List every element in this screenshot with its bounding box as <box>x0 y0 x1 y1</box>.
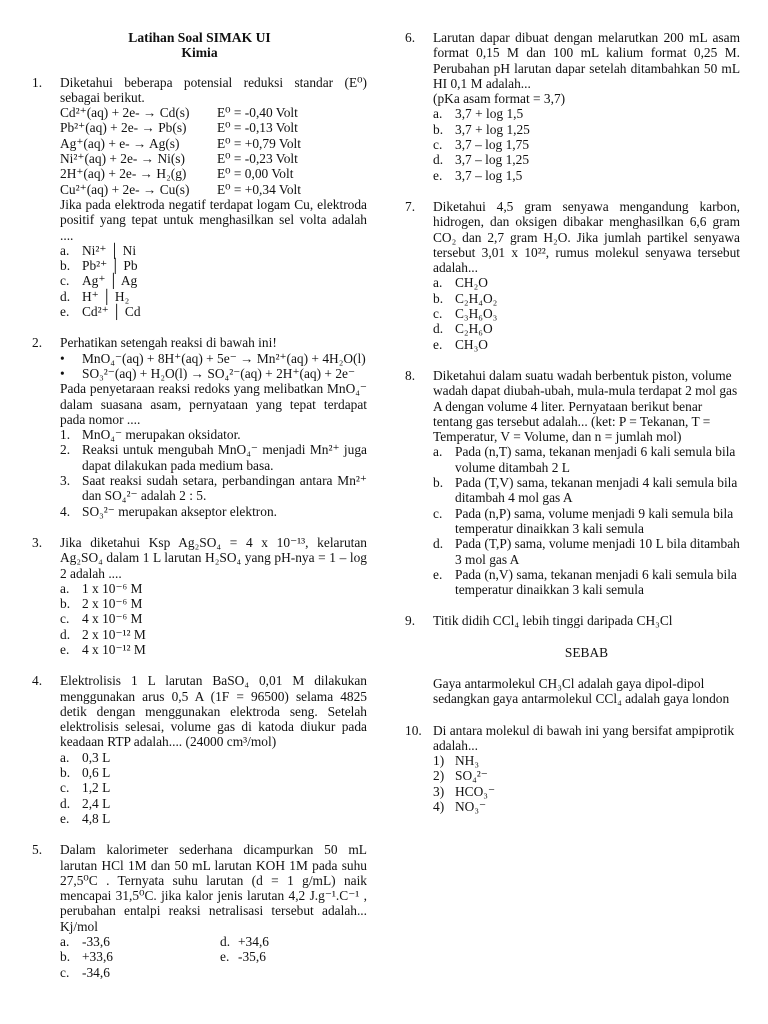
option-a: a. 0,3 L <box>60 749 111 765</box>
question-5 <box>32 842 367 934</box>
reaction-equation: Ni²⁺(aq) + 2e- → Ni(s) <box>60 151 185 167</box>
option-a: a. Ni²⁺ │ Ni <box>60 242 137 258</box>
reaction-equation: Ag⁺(aq) + e- → Ag(s) <box>60 135 180 151</box>
option-e-value: -35,6 <box>238 949 266 965</box>
question-number: 4. <box>32 673 43 689</box>
option-a: a. 1 x 10⁻⁶ M <box>60 580 143 596</box>
option-d-value: +34,6 <box>238 934 269 950</box>
option-a-value: -33,6 <box>82 934 110 950</box>
option-d-label: d. <box>220 934 231 950</box>
option-2: 2) SO₄²⁻ <box>433 768 488 784</box>
statement-4: 4. SO₃²⁻ merupakan akseptor elektron. <box>60 503 277 519</box>
question-text: Larutan dapar dibuat dengan melarutkan 200 mL asam format 0,15 M dan 100 mL kalium format 0,25 M. Perubahan pH larutan dapar setelah ditambahkan 50 mL HI 0,1 M adalah... <box>433 30 740 91</box>
question-reason: Gaya antarmolekul CH₃Cl adalah gaya dipol-dipol sedangkan gaya antarmolekul CCl₄ adalah gaya london <box>433 675 730 707</box>
option-b: b. C₂H₄O₂ <box>433 290 498 306</box>
option-a: a. CH₂O <box>433 275 488 291</box>
reaction-bullet: • SO₃²⁻(aq) + H₂O(l) → SO₄²⁻(aq) + 2H⁺(aq) + 2e⁻ <box>60 365 356 381</box>
option-d: d. 3,7 – log 1,25 <box>433 152 530 168</box>
option-b: b. Pada (T,V) sama, tekanan menjadi 4 kali semula bila ditambah 4 mol gas A <box>433 475 738 506</box>
option-b: b. 0,6 L <box>60 765 111 781</box>
option-e: e. CH₃O <box>433 336 488 352</box>
page-title: Latihan Soal SIMAK UI <box>128 30 271 45</box>
reaction-potential: E⁰ = -0,13 Volt <box>217 120 298 136</box>
option-e: e. Pada (n,V) sama, tekanan menjadi 6 kali semula bila temperatur dinaikkan 3 kali semula <box>433 566 737 598</box>
question-text: Elektrolisis 1 L larutan BaSO₄ 0,01 M dilakukan menggunakan arus 0,5 A (1F = 96500) selama 4825 detik dengan menggunakan elektroda seng. Setelah elektrolisis selesai, volume gas di katoda diukur pada keadaan RTP adalah.... (24000 cm³/mol) <box>60 673 367 750</box>
option-e: e. 3,7 – log 1,5 <box>433 167 523 183</box>
question-number: 1. <box>32 74 43 90</box>
question-6 <box>405 30 740 106</box>
right-column <box>405 30 740 814</box>
question-text: Diketahui 4,5 gram senyawa mengandung karbon, hidrogen, dan oksigen dibakar menghasilkan 6,6 gram CO₂ dan 2,7 gram H₂O. Jika jumlah partikel senyawa tersebut 3,01 x 10²², rumus molekul senyawa tersebut adalah... <box>433 198 740 276</box>
reaction-potential: E⁰ = -0,40 Volt <box>217 105 298 121</box>
option-e: e. 4 x 10⁻¹² M <box>60 641 146 657</box>
question-number: 2. <box>32 335 43 351</box>
question-10 <box>405 723 740 754</box>
reaction-row <box>60 151 367 166</box>
question-number: 6. <box>405 30 416 45</box>
question-number: 7. <box>405 198 416 214</box>
reaction-row <box>60 105 367 120</box>
question-connector: SEBAB <box>564 644 609 660</box>
option-d: d. H⁺ │ H₂ <box>60 288 130 304</box>
option-c-label: c. <box>60 964 70 980</box>
reaction-potential: E⁰ = 0,00 Volt <box>217 166 294 182</box>
reaction-row <box>60 166 367 181</box>
option-e: e. 4,8 L <box>60 810 111 826</box>
option-e: e. Cd²⁺ │ Cd <box>60 304 141 320</box>
option-b-value: +33,6 <box>82 949 113 965</box>
left-column <box>32 30 367 980</box>
options-q1 <box>32 243 367 319</box>
option-b: b. 3,7 + log 1,25 <box>433 121 530 137</box>
option-c: c. Pada (n,P) sama, volume menjadi 9 kali semula bila temperatur dinaikkan 3 kali semula <box>433 505 734 536</box>
reaction-row <box>60 136 367 151</box>
option-c: c. 1,2 L <box>60 780 111 796</box>
reaction-equation: Pb²⁺(aq) + 2e- → Pb(s) <box>60 120 187 136</box>
reaction-row <box>60 120 367 135</box>
option-d: d. C₂H₆O <box>433 321 493 337</box>
question-text: Jika pada elektroda negatif terdapat logam Cu, elektroda positif yang tepat untuk menghasilkan sel volta adalah .... <box>60 196 367 243</box>
option-e-label: e. <box>220 949 230 965</box>
option-b: b. Pb²⁺ │ Pb <box>60 258 138 274</box>
question-statement: Titik didih CCl₄ lebih tinggi daripada CH₃Cl <box>433 613 673 629</box>
reaction-bullet: • MnO₄⁻(aq) + 8H⁺(aq) + 5e⁻ → Mn²⁺(aq) + 4H₂O(l) <box>60 350 366 366</box>
option-a: a. 3,7 + log 1,5 <box>433 106 524 122</box>
reaction-potential: E⁰ = +0,34 Volt <box>217 181 301 197</box>
reaction-potential: E⁰ = -0,23 Volt <box>217 151 298 167</box>
question-2 <box>32 335 367 350</box>
question-text: Dalam kalorimeter sederhana dicampurkan 50 mL larutan HCl 1M dan 50 mL larutan KOH 1M pada suhu 27,5⁰C . Ternyata suhu larutan (d = 1 g/mL) naik mencapai 31,5⁰C. jika kalor jenis larutan 4,2 J.g⁻¹.C⁻¹ , perubahan entalpi reaksi netralisasi tersebut adalah... Kj/mol <box>60 842 367 934</box>
question-7 <box>405 199 740 275</box>
option-row <box>60 949 367 964</box>
question-4 <box>32 673 367 749</box>
question-number: 9. <box>405 613 416 629</box>
option-c: c. 4 x 10⁻⁶ M <box>60 611 143 627</box>
option-row <box>60 965 367 980</box>
option-3: 3) HCO₃⁻ <box>433 783 496 799</box>
option-c: c. 3,7 – log 1,75 <box>433 137 530 153</box>
statement-3: 3. Saat reaksi sudah setara, perbandingan antara Mn²⁺ dan SO₄²⁻ adalah 2 : 5. <box>60 473 367 504</box>
reaction-equation: Cu²⁺(aq) + 2e- → Cu(s) <box>60 181 190 197</box>
question-number: 10. <box>405 722 422 738</box>
question-intro: Diketahui beberapa potensial reduksi standar (E⁰) sebagai berikut. <box>60 74 367 105</box>
question-note: (pKa asam format = 3,7) <box>433 91 566 107</box>
option-a: a. Pada (n,T) sama, tekanan menjadi 6 kali semula bila volume ditambah 2 L <box>433 444 736 475</box>
statement-2: 2. Reaksi untuk mengubah MnO₄⁻ menjadi Mn²⁺ juga dapat dilakukan pada medium basa. <box>60 442 367 473</box>
question-1 <box>32 75 367 243</box>
question-3 <box>32 535 367 581</box>
question-number: 8. <box>405 367 416 383</box>
option-d: d. Pada (T,P) sama, volume menjadi 10 L bila ditambah 3 mol gas A <box>433 536 740 567</box>
option-4: 4) NO₃⁻ <box>433 799 487 815</box>
option-c: c. Ag⁺ │ Ag <box>60 273 138 289</box>
option-c: c. C₃H₆O₃ <box>433 306 498 322</box>
question-number: 3. <box>32 534 43 550</box>
question-text: Pada penyetaraan reaksi redoks yang melibatkan MnO₄⁻ dalam suasana asam, pernyataan yang tepat terdapat pada nomor .... <box>60 381 367 427</box>
option-c-value: -34,6 <box>82 964 110 980</box>
reaction-list <box>60 105 367 197</box>
question-number: 5. <box>32 842 43 858</box>
option-d: d. 2,4 L <box>60 795 111 811</box>
option-d: d. 2 x 10⁻¹² M <box>60 626 146 642</box>
statement-1: 1. MnO₄⁻ merupakan oksidator. <box>60 427 241 443</box>
question-9 <box>405 613 740 628</box>
option-b-label: b. <box>60 949 71 965</box>
question-text: Jika diketahui Ksp Ag₂SO₄ = 4 x 10⁻¹³, kelarutan Ag₂SO₄ dalam 1 L larutan H₂SO₄ yang pH-nya = 1 – log 2 adalah .... <box>60 534 367 581</box>
question-text: Di antara molekul di bawah ini yang bersifat ampiprotik adalah... <box>433 722 735 753</box>
page-subtitle: Kimia <box>181 45 218 61</box>
question-text: Diketahui dalam suatu wadah berbentuk piston, volume wadah dapat diubah-ubah, mula-mula terdapat 2 mol gas A dengan volume 4 liter. Pernyataan berikut benar tentang gas tersebut adalah... (ket: P = Tekanan, T = Temperatur, V = Volume, dan n = jumlah mol) <box>433 367 738 445</box>
option-b: b. 2 x 10⁻⁶ M <box>60 596 143 612</box>
question-8 <box>405 368 740 444</box>
reaction-potential: E⁰ = +0,79 Volt <box>217 135 301 151</box>
option-row <box>60 934 367 949</box>
reaction-equation: Cd²⁺(aq) + 2e- → Cd(s) <box>60 105 190 121</box>
reaction-equation: 2H⁺(aq) + 2e- → H₂(g) <box>60 166 187 182</box>
question-intro: Perhatikan setengah reaksi di bawah ini! <box>60 335 277 351</box>
option-a-label: a. <box>60 934 70 950</box>
reaction-row <box>60 182 367 197</box>
option-1: 1) NH₃ <box>433 753 480 769</box>
